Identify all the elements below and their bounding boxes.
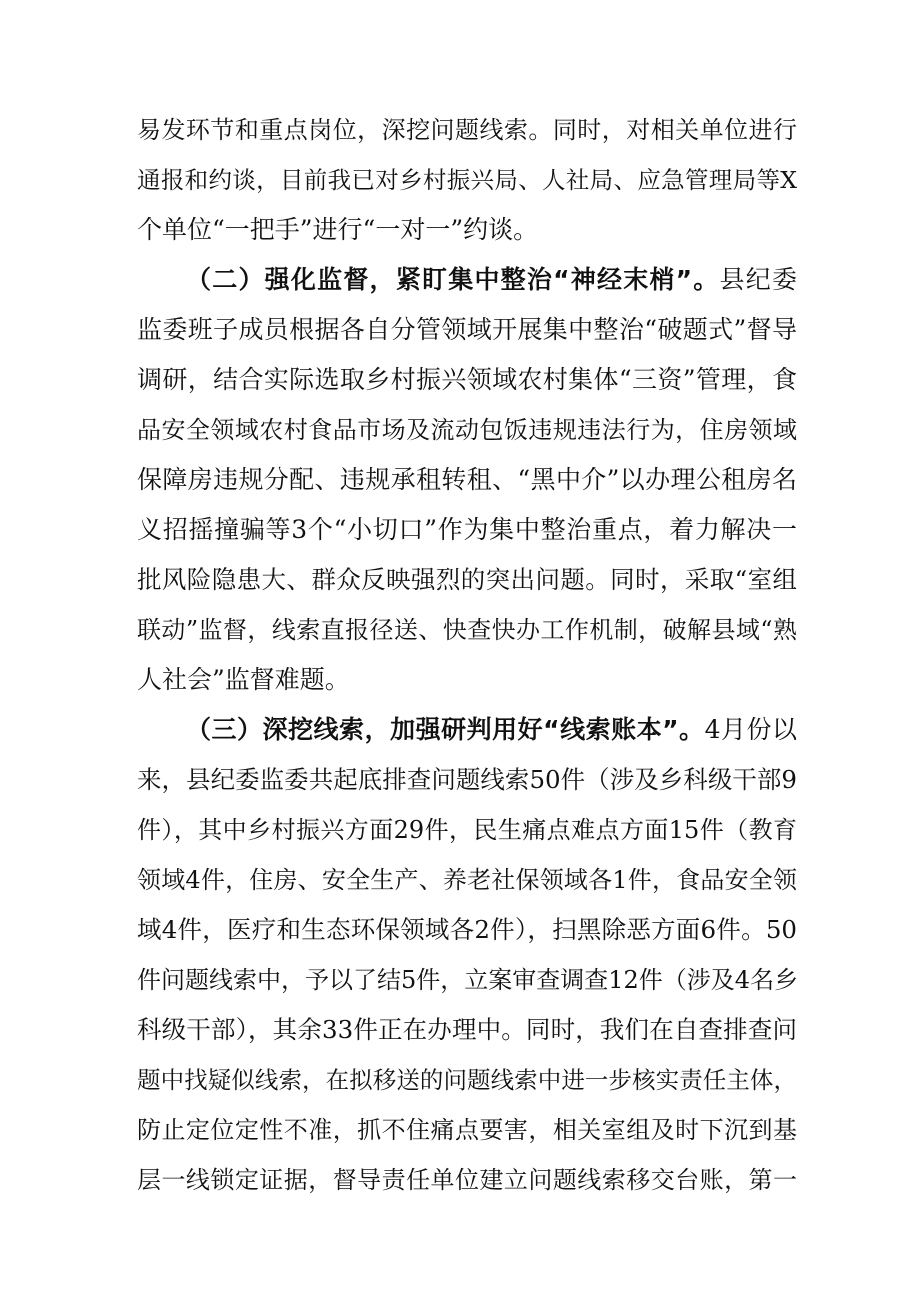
- para3-line-3: 件），其中乡村振兴方面29件，民生痛点难点方面15件（教育: [137, 816, 797, 844]
- para2-line-9: 人社会”监督难题。: [137, 665, 350, 694]
- para2-line-5: 保障房违规分配、违规承租转租、“黑中介”以办理公租房名: [137, 465, 797, 494]
- para3-line-6: 件问题线索中，予以了结5件，立案审查调查12件（涉及4名乡: [137, 966, 799, 994]
- para3-line-2: 来，县纪委监委共起底排查问题线索50件（涉及乡科级干部9: [137, 765, 797, 794]
- para2-line-2: 监委班子成员根据各自分管领域开展集中整治“破题式”督导: [137, 315, 797, 344]
- para2-line-7: 批风险隐患大、群众反映强烈的突出问题。同时，采取“室组: [137, 565, 797, 594]
- para2-line-8: 联动”监督，线索直报径送、快查快办工作机制，破解县域“熟: [137, 616, 797, 644]
- para1-line-3: 个单位“一把手”进行“一对一”约谈。: [137, 215, 539, 244]
- para2-line-4: 品安全领域农村食品市场及流动包饭违规违法行为，住房领域: [137, 416, 797, 444]
- para3-line-8: 题中找疑似线索，在拟移送的问题线索中进一步核实责任主体，: [137, 1066, 797, 1094]
- para1-line-2: 通报和约谈，目前我已对乡村振兴局、人社局、应急管理局等X: [137, 166, 797, 194]
- para1-line-1: 易发环节和重点岗位，深挖问题线索。同时，对相关单位进行: [137, 116, 797, 144]
- para3-line-1: [186, 705, 797, 755]
- para2-line-3: 调研，结合实际选取乡村振兴领域农村集体“三资”管理，食: [137, 365, 797, 394]
- para3-line-7: 科级干部），其余33件正在办理中。同时，我们在自查排查问: [137, 1015, 797, 1044]
- para3-line-4: 领域4件，住房、安全生产、养老社保领域各1件，食品安全领: [137, 866, 797, 894]
- para3-heading: （三）深挖线索，加强研判用好“线索账本”。: [186, 715, 705, 744]
- para3-line-1-rest: 4月份以: [704, 715, 797, 744]
- para2-line-6: 义招摇撞骗等3个“小切口”作为集中整治重点，着力解决一: [137, 515, 797, 544]
- para2-line-1: [186, 255, 797, 305]
- para3-line-9: 防止定位定性不准，抓不住痛点要害，相关室组及时下沉到基: [137, 1116, 797, 1144]
- para2-line-1-rest: 县纪委: [719, 265, 797, 294]
- para3-line-10: 层一线锁定证据，督导责任单位建立问题线索移交台账，第一: [137, 1166, 797, 1194]
- para2-heading: （二）强化监督，紧盯集中整治“神经末梢”。: [186, 265, 720, 294]
- para3-line-5: 域4件，医疗和生态环保领域各2件），扫黑除恶方面6件。50: [137, 915, 797, 944]
